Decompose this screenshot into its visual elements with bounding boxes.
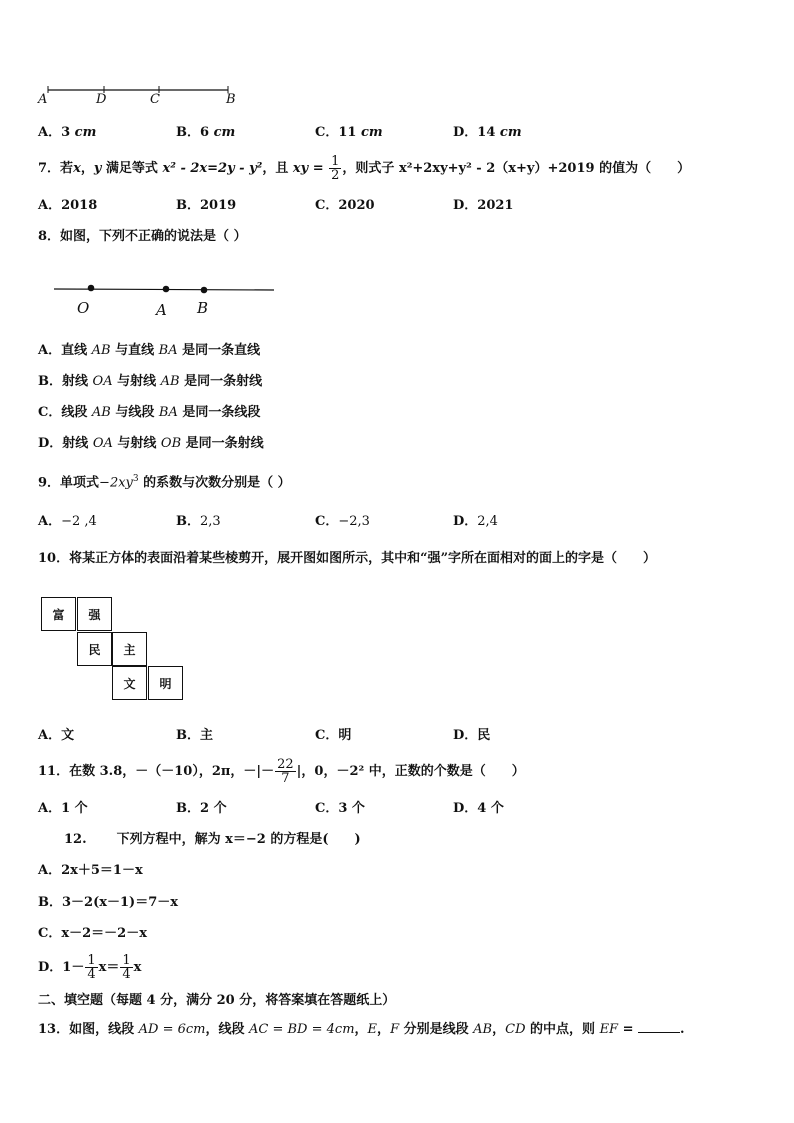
section-2-heading: 二、填空题（每题 4 分，满分 20 分，将答案填在答题纸上） xyxy=(38,993,396,1008)
q7-option-d[interactable]: D．2021 xyxy=(453,198,514,213)
q8-label-b: B xyxy=(197,299,209,317)
q9-question: 9．单项式$-2xy^3$ 的系数与次数分别是（ ） xyxy=(38,474,291,491)
q7-option-b[interactable]: B．2019 xyxy=(176,198,237,213)
q8-question: 8．如图，下列不正确的说法是（ ） xyxy=(38,229,247,244)
q11-option-d[interactable]: D．4 个 xyxy=(453,801,504,816)
q7-question: 7．若x，y 满足等式 x² - 2x=2y - y²，且 xy = $\frac{1}{2}$ ，则式子 x²+2xy+y² - 2（x+y）+2019 的值为（ ） xyxy=(38,154,691,183)
q10-question: 10．将某正方体的表面沿着某些棱剪开，展开图如图所示，其中和“强”字所在面相对的面上的字是（ ） xyxy=(38,551,657,566)
net-cell-zhu: 主 xyxy=(112,632,147,666)
q12-option-a[interactable]: A．2x＋5＝1－x xyxy=(38,863,143,878)
q8-option-c[interactable]: C．线段 AB 与线段 BA 是同一条线段 xyxy=(38,405,261,420)
net-cell-wen: 文 xyxy=(112,666,147,700)
net-cell-qiang: 强 xyxy=(77,597,112,631)
q12-question: 12. 下列方程中，解为 x＝−2 的方程是( ) xyxy=(64,832,361,847)
net-cell-min: 民 xyxy=(77,632,112,666)
q11-option-c[interactable]: C．3 个 xyxy=(315,801,365,816)
net-cell-fu: 富 xyxy=(41,597,76,631)
q10-option-c[interactable]: C．明 xyxy=(315,728,352,743)
q12-option-d[interactable]: D．1－ $\frac{1}{4}$ x＝ $\frac{1}{4}$ x xyxy=(38,953,142,982)
q11-question: 11．在数 3.8，－（－10），2π，－|－ $\frac{22}{7}$ |，0，－2² 中，正数的个数是（ ） xyxy=(38,757,525,786)
q13-answer-blank[interactable] xyxy=(638,1020,680,1033)
q12-d-fraction-2: $\frac{1}{4}$ xyxy=(122,953,131,982)
q12-option-c[interactable]: C．x－2＝－2－x xyxy=(38,926,147,941)
q10-option-a[interactable]: A．文 xyxy=(38,728,75,743)
q6-label-d: D xyxy=(96,92,107,107)
q9-option-b[interactable]: B．2,3 xyxy=(176,514,221,529)
q6-option-a[interactable]: A．3 cm xyxy=(38,125,97,140)
q6-label-b: B xyxy=(226,92,236,107)
q12-d-fraction-1: $\frac{1}{4}$ xyxy=(87,953,96,982)
q6-option-b[interactable]: B．6 cm xyxy=(176,125,236,140)
q8-option-d[interactable]: D．射线 OA 与射线 OB 是同一条射线 xyxy=(38,436,264,451)
q13-question: 13．如图，线段 AD = 6cm，线段 AC = BD = 4cm，E，F 分别是线段 AB，CD 的中点，则 EF = . xyxy=(38,1022,685,1037)
q8-label-a: A xyxy=(156,301,167,319)
q6-option-d[interactable]: D．14 cm xyxy=(453,125,522,140)
q8-option-b[interactable]: B．射线 OA 与射线 AB 是同一条射线 xyxy=(38,374,263,389)
q12-option-b[interactable]: B．3－2(x－1)＝7－x xyxy=(38,895,178,910)
q9-option-a[interactable]: A．−2 ,4 xyxy=(38,514,97,529)
q7-option-a[interactable]: A．2018 xyxy=(38,198,98,213)
q6-label-c: C xyxy=(150,92,160,107)
q10-option-b[interactable]: B．主 xyxy=(176,728,214,743)
q6-option-c[interactable]: C．11 cm xyxy=(315,125,383,140)
q9-option-c[interactable]: C．−2,3 xyxy=(315,514,370,529)
q6-label-a: A xyxy=(38,92,48,107)
q6-segment-figure xyxy=(38,80,248,108)
q7-fraction: $\frac{1}{2}$ xyxy=(331,154,340,183)
q8-line-figure xyxy=(52,280,277,296)
net-cell-ming: 明 xyxy=(148,666,183,700)
q11-option-a[interactable]: A．1 个 xyxy=(38,801,88,816)
q9-option-d[interactable]: D．2,4 xyxy=(453,514,498,529)
q11-option-b[interactable]: B．2 个 xyxy=(176,801,227,816)
q8-option-a[interactable]: A．直线 AB 与直线 BA 是同一条直线 xyxy=(38,343,261,358)
q11-fraction: $\frac{22}{7}$ xyxy=(277,757,294,786)
q7-option-c[interactable]: C．2020 xyxy=(315,198,375,213)
q10-option-d[interactable]: D．民 xyxy=(453,728,491,743)
q8-label-o: O xyxy=(77,299,90,317)
